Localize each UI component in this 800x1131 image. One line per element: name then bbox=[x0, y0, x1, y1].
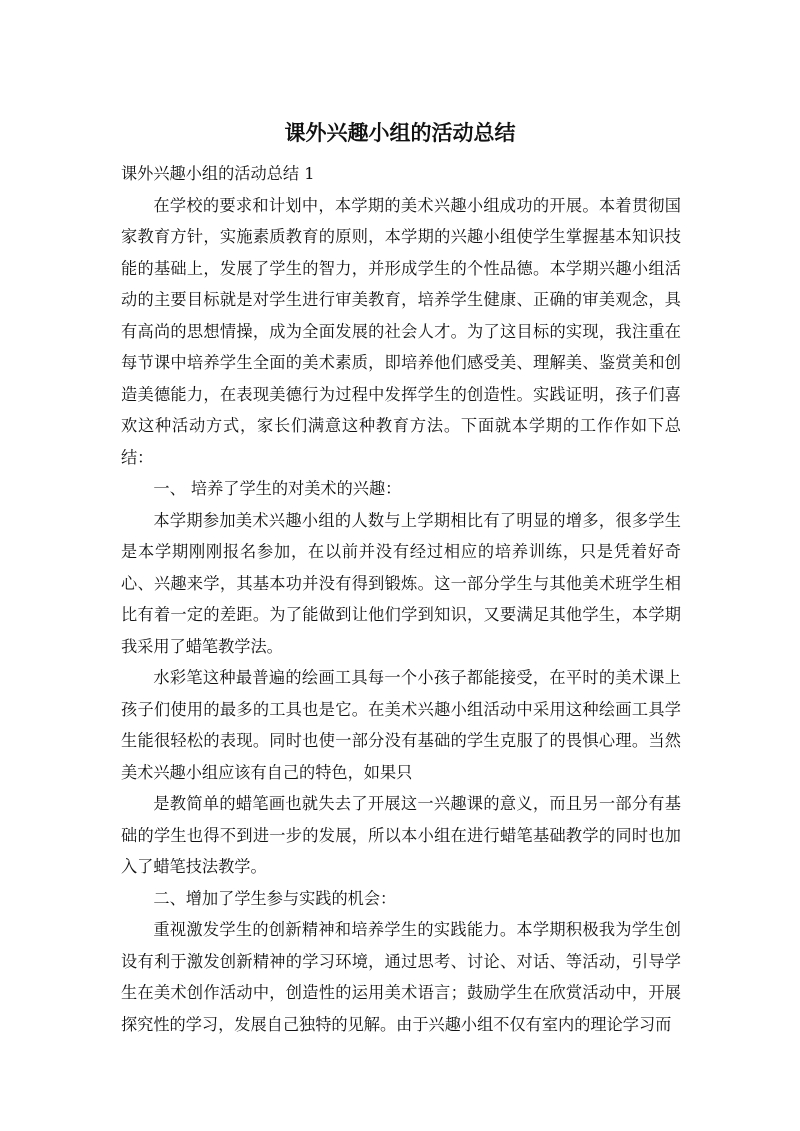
document-title: 课外兴趣小组的活动总结 bbox=[284, 121, 516, 145]
paragraph-section1-b: 水彩笔这种最普遍的绘画工具每一个小孩子都能接受，在平时的美术课上孩子们使用的最多的工具也是它。在美术兴趣小组活动中采用这种绘画工具学生能很轻松的表现。同时也使一部分没有基础的学生克服了的畏惧心理。当然美术兴趣小组应该有自己的特色，如果只 bbox=[121, 668, 681, 782]
paragraph-intro: 在学校的要求和计划中，本学期的美术兴趣小组成功的开展。本着贯彻国家教育方针，实施素质教育的原则，本学期的兴趣小组使学生掌握基本知识技能的基础上，发展了学生的智力，并形成学生的个性品德。本学期兴趣小组活动的主要目标就是对学生进行审美教育，培养学生健康、正确的审美观念，具有高尚的思想情操，成为全面发展的社会人才。为了这目标的实现，我注重在每节课中培养学生全面的美术素质，即培养他们感受美、理解美、鉴赏美和创造美德能力，在表现美德行为过程中发挥学生的创造性。实践证明，孩子们喜欢这种活动方式，家长们满意这种教育方法。下面就本学期的工作作如下总结： bbox=[121, 195, 681, 467]
document-subtitle: 课外兴趣小组的活动总结 1 bbox=[121, 164, 315, 183]
document-body bbox=[121, 158, 681, 1040]
paragraph-section1-a: 本学期参加美术兴趣小组的人数与上学期相比有了明显的增多，很多学生是本学期刚刚报名参加，在以前并没有经过相应的培养训练，只是凭着好奇心、兴趣来学，其基本功并没有得到锻炼。这一部分学生与其他美术班学生相比有着一定的差距。为了能做到让他们学到知识，又要满足其他学生，本学期我采用了蜡笔教学法。 bbox=[121, 510, 681, 656]
paragraph-section2-a: 重视激发学生的创新精神和培养学生的实践能力。本学期积极我为学生创设有利于激发创新精神的学习环境，通过思考、讨论、对话、等活动，引导学生在美术创作活动中，创造性的运用美术语言；鼓励学生在欣赏活动中，开展探究性的学习，发展自己独特的见解。由于兴趣小组不仅有室内的理论学习而 bbox=[121, 920, 681, 1034]
section-heading-1: 一、 培养了学生的对美术的兴趣： bbox=[153, 479, 402, 498]
section-heading-2: 二、增加了学生参与实践的机会： bbox=[153, 888, 397, 908]
paragraph-section1-c: 是教简单的蜡笔画也就失去了开展这一兴趣课的意义，而且另一部分有基础的学生也得不到进一步的发展，所以本小组在进行蜡笔基础教学的同时也加入了蜡笔技法教学。 bbox=[121, 794, 681, 876]
